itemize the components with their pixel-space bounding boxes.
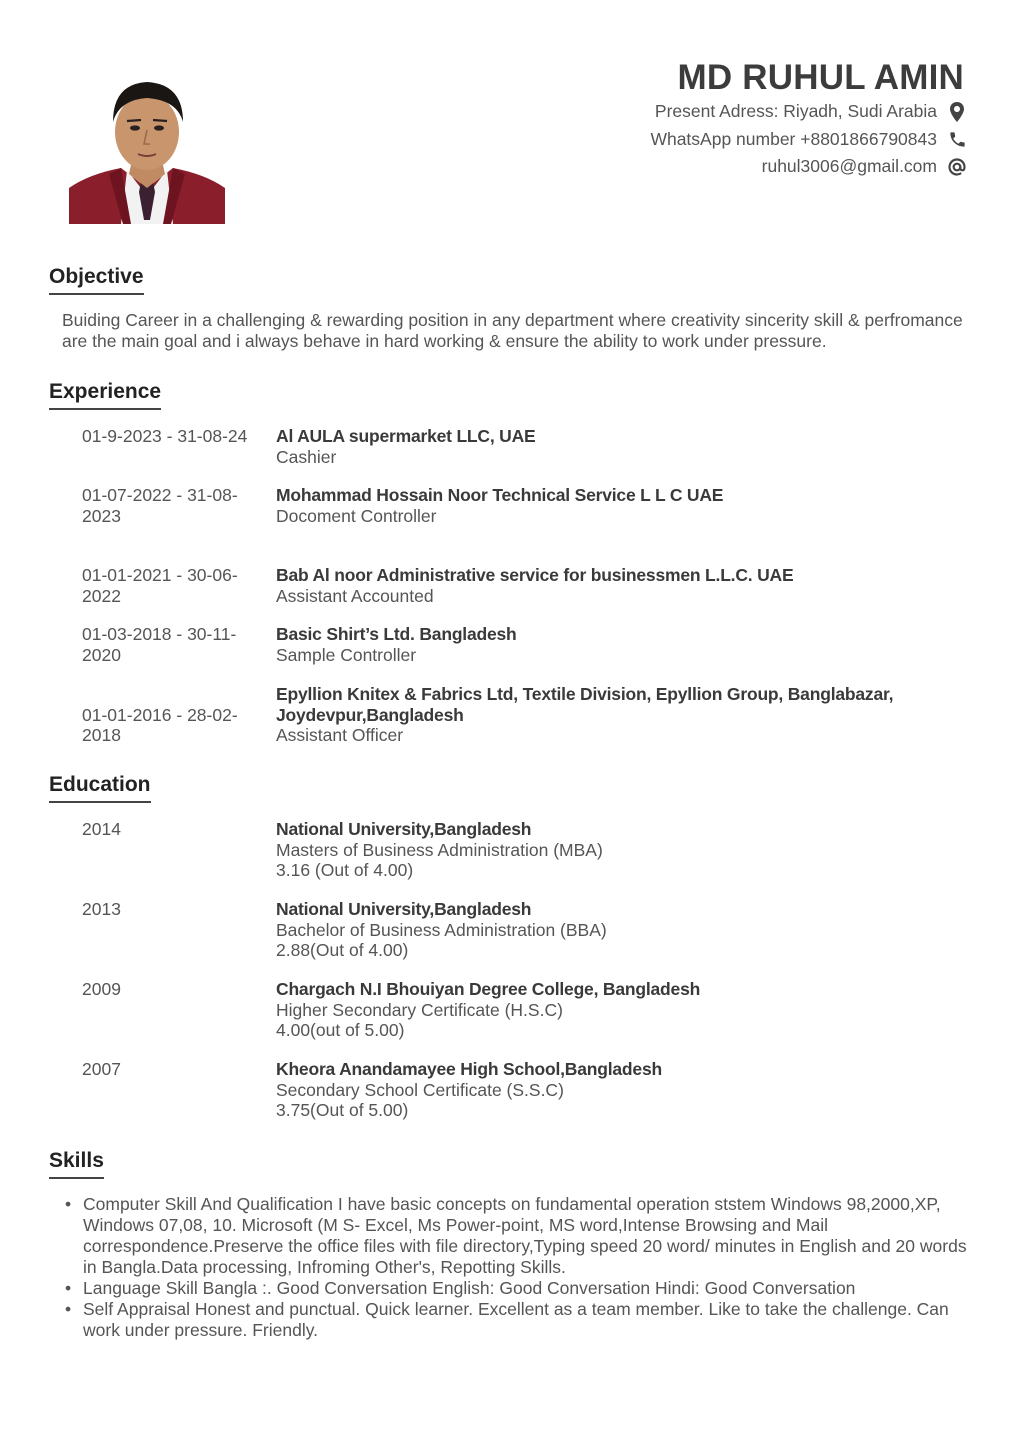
education-school: National University,Bangladesh (276, 819, 532, 839)
skills-heading: Skills (49, 1149, 104, 1179)
education-result: 3.75(Out of 5.00) (276, 1100, 409, 1120)
skill-item: • Language Skill Bangla :. Good Conversation English: Good Conversation Hindi: Good Conversation (62, 1278, 977, 1299)
education-school: Kheora Anandamayee High School,Bangladesh (276, 1059, 662, 1079)
profile-photo (69, 70, 225, 224)
education-body (276, 899, 976, 961)
experience-body (276, 485, 976, 526)
education-body (276, 1059, 976, 1121)
experience-body (276, 684, 896, 746)
education-school: National University,Bangladesh (276, 899, 532, 919)
email-line (650, 153, 968, 181)
education-body (276, 819, 976, 881)
skill-item: • Computer Skill And Qualification I have basic concepts on fundamental operation ststem Windows 98,2000,XP, Windows 07,08, 10. Microsoft (M S- Excel, Ms Power-point, MS word,Intense Browsing and Mail correspondence.Preserve the office files with file directory,Typing speed 20 word/ minutes in English and 20 words in Bangla.Data processing, Infroming Other's, Repotting Skills. (62, 1194, 977, 1278)
profile-photo-illustration (69, 70, 225, 224)
education-result: 2.88(Out of 4.00) (276, 940, 409, 960)
education-year: 2013 (82, 899, 121, 919)
education-degree: Higher Secondary Certificate (H.S.C) (276, 999, 563, 1020)
experience-date: 01-03-2018 - 30-11-2020 (82, 624, 237, 665)
education-degree: Masters of Business Administration (MBA) (276, 839, 603, 860)
education-degree: Secondary School Certificate (S.S.C) (276, 1079, 564, 1100)
whatsapp-line (650, 126, 968, 154)
education-year: 2009 (82, 979, 121, 999)
experience-org: Mohammad Hossain Noor Technical Service L L C UAE (276, 485, 724, 505)
experience-org: Bab Al noor Administrative service for businessmen L.L.C. UAE (276, 565, 794, 585)
experience-org: Al AULA supermarket LLC, UAE (276, 426, 536, 446)
education-result: 4.00(out of 5.00) (276, 1020, 405, 1040)
at-icon (946, 156, 968, 178)
candidate-name: MD RUHUL AMIN (677, 58, 964, 97)
skill-item: • Self Appraisal Honest and punctual. Quick learner. Excellent as a team member. Like to take the challenge. Can work under pressure. Friendly. (62, 1299, 977, 1341)
experience-role: Assistant Officer (276, 725, 404, 745)
experience-date: 01-9-2023 - 31-08-24 (82, 426, 248, 446)
education-result: 3.16 (Out of 4.00) (276, 860, 414, 880)
education-school: Chargach N.I Bhouiyan Degree College, Bangladesh (276, 979, 701, 999)
experience-role: Sample Controller (276, 644, 417, 665)
experience-role: Cashier (276, 446, 337, 467)
education-year: 2014 (82, 819, 121, 839)
experience-date: 01-07-2022 - 31-08-2023 (82, 485, 238, 526)
address-text: Present Adress: Riyadh, Sudi Arabia (654, 101, 937, 122)
skills-list (62, 1194, 977, 1341)
email-text: ruhul3006@gmail.com (761, 156, 937, 177)
education-degree: Bachelor of Business Administration (BBA) (276, 919, 607, 940)
location-pin-icon (946, 101, 968, 123)
contact-header (650, 58, 968, 181)
experience-org: Epyllion Knitex & Fabrics Ltd, Textile Division, Epyllion Group, Banglabazar, Joydevpur,Bangladesh (276, 684, 894, 725)
experience-body (276, 565, 976, 606)
address-line (650, 98, 968, 126)
experience-heading: Experience (49, 380, 161, 410)
experience-role: Docoment Controller (276, 505, 437, 526)
experience-body (276, 624, 976, 665)
education-body (276, 979, 976, 1041)
education-heading: Education (49, 773, 151, 803)
experience-org: Basic Shirt’s Ltd. Bangladesh (276, 624, 517, 644)
phone-icon (946, 128, 968, 150)
whatsapp-text: WhatsApp number +8801866790843 (650, 128, 937, 149)
objective-text: Buiding Career in a challenging & rewarding position in any department where creativity sincerity skill & perfromance are the main goal and i always behave in hard working & ensure the ability to work under pressure. (62, 310, 963, 351)
objective-heading: Objective (49, 265, 144, 295)
experience-body (276, 426, 976, 467)
experience-role: Assistant Accounted (276, 585, 434, 606)
experience-date: 01-01-2016 - 28-02-2018 (82, 704, 238, 745)
education-year: 2007 (82, 1059, 121, 1079)
experience-date: 01-01-2021 - 30-06-2022 (82, 565, 238, 606)
